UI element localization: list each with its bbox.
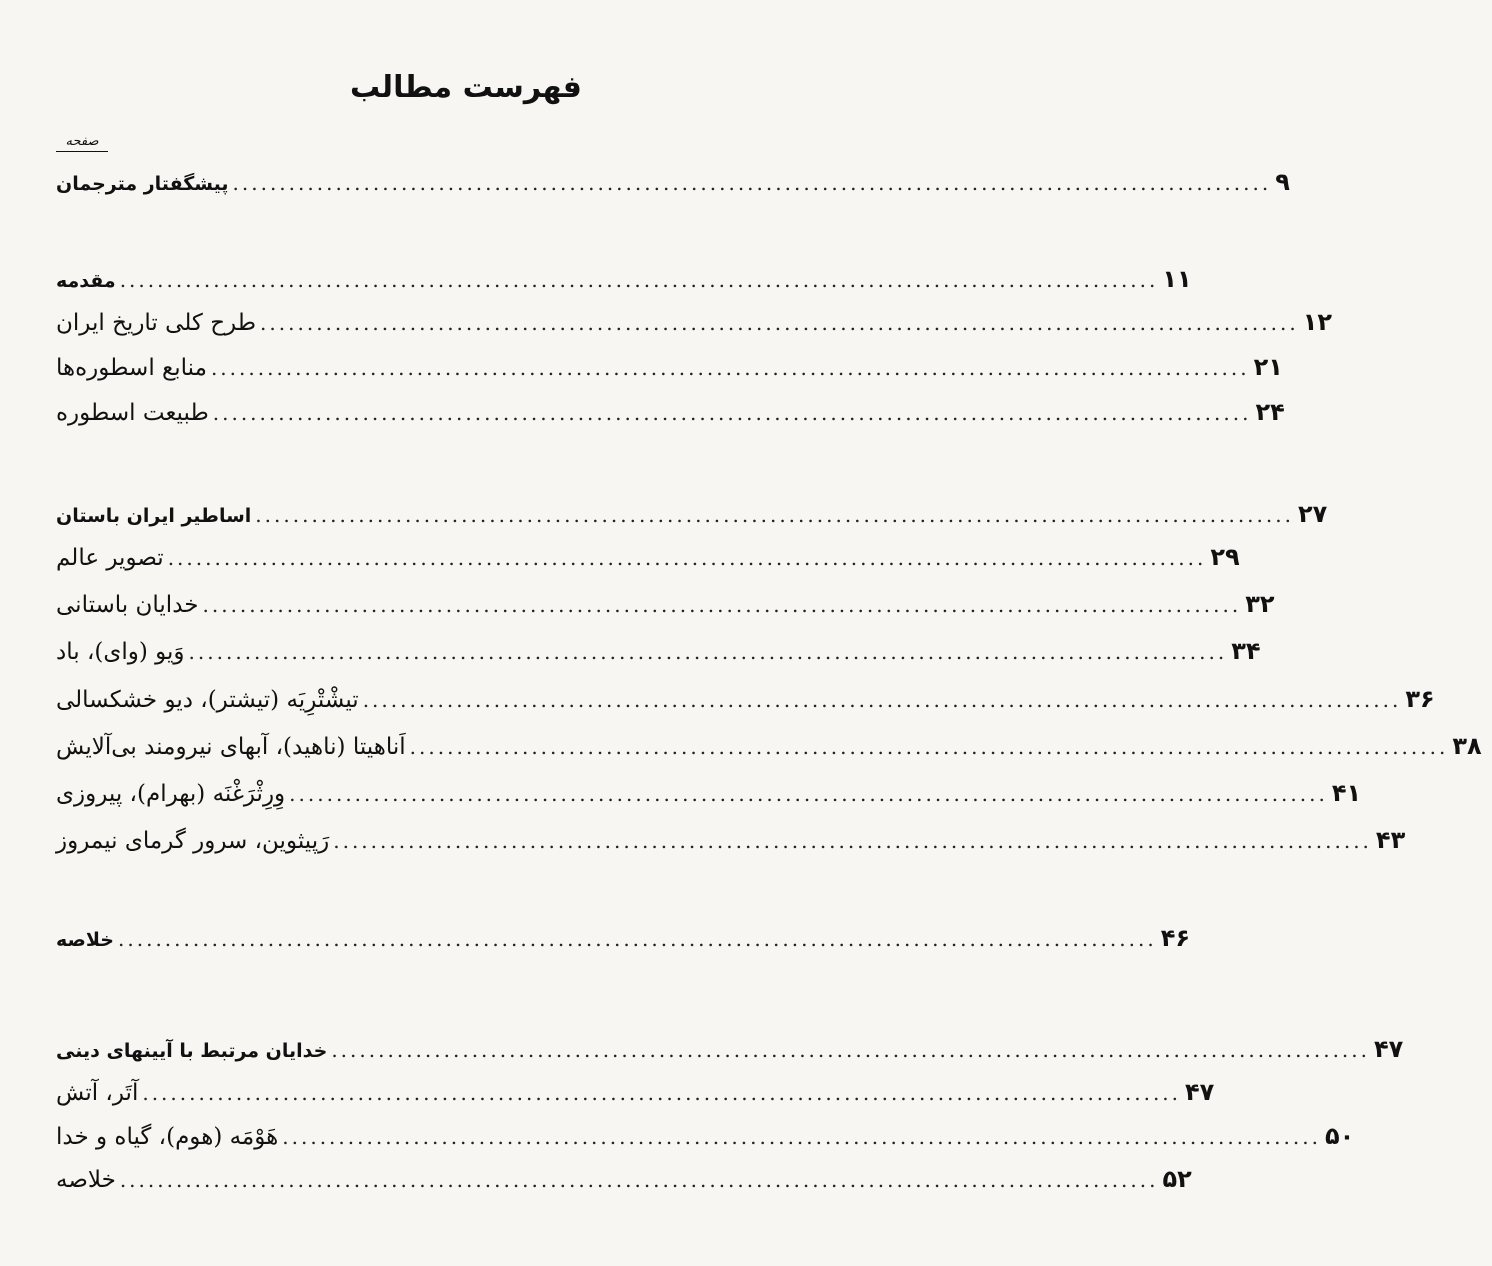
- toc-entry-page: ۲۹: [1210, 543, 1240, 571]
- toc-entry-label: رَپیثوین، سرور گرمای نیمروز: [56, 828, 330, 854]
- toc-entry-page: ۴۱: [1331, 779, 1362, 807]
- toc-entry-page: ۵۲: [1162, 1165, 1192, 1193]
- dot-leader: ...............................................................................................................: [289, 782, 1328, 806]
- dot-leader: ...............................................................................................................: [255, 503, 1294, 527]
- toc-entry: [56, 168, 1290, 208]
- dot-leader: ...............................................................................................................: [282, 1125, 1321, 1149]
- toc-entry: [56, 779, 1362, 819]
- dot-leader: ...............................................................................................................: [119, 268, 1159, 292]
- toc-entry-label: مقدمه: [56, 270, 116, 292]
- toc-entry: [56, 353, 1283, 393]
- page-column-label: صفحه: [56, 134, 108, 152]
- toc-entry-label: اساطیر ایران باستان: [56, 505, 252, 527]
- toc-entry: [56, 1122, 1355, 1162]
- toc-entry-label: خلاصه: [56, 929, 115, 951]
- page-title: فهرست مطالب: [350, 70, 582, 105]
- toc-entry-label: خدایان مرتبط با آیینهای دینی: [56, 1040, 328, 1062]
- toc-entry-label: خلاصه: [56, 1167, 116, 1193]
- dot-leader: ...............................................................................................................: [119, 1168, 1159, 1192]
- toc-entry: [56, 1165, 1192, 1205]
- dot-leader: ...............................................................................................................: [167, 546, 1207, 570]
- toc-entry: [56, 543, 1240, 583]
- dot-leader: ...............................................................................................................: [188, 640, 1228, 664]
- dot-leader: ...............................................................................................................: [409, 735, 1449, 759]
- toc-entry-label: وَیو (وای)، باد: [56, 639, 185, 665]
- toc-entry-page: ۳۲: [1245, 590, 1275, 618]
- dot-leader: ...............................................................................................................: [118, 927, 1157, 951]
- toc-entry-page: ۳۸: [1452, 732, 1482, 760]
- toc-entry-page: ۴۳: [1375, 826, 1406, 854]
- toc-entry-page: ۹: [1275, 168, 1290, 196]
- dot-leader: ...............................................................................................................: [212, 401, 1252, 425]
- toc-entry: [56, 1035, 1404, 1075]
- toc-entry-page: ۱۱: [1162, 265, 1192, 293]
- toc-entry-page: ۲۱: [1253, 353, 1283, 381]
- toc-entry-label: پیشگفتار مترجمان: [56, 173, 229, 195]
- toc-entry: [56, 924, 1190, 964]
- toc-entry-label: تیشْتْرِیَه (تیشتر)، دیو خشکسالی: [56, 687, 359, 713]
- toc-entry-label: آتَر، آتش: [56, 1080, 139, 1106]
- toc-entry: [56, 637, 1261, 677]
- toc-entry: [56, 265, 1192, 305]
- dot-leader: ...............................................................................................................: [202, 593, 1242, 617]
- toc-entry: [56, 500, 1328, 540]
- toc-entry-page: ۳۴: [1231, 637, 1261, 665]
- toc-entry-page: ۴۷: [1374, 1035, 1404, 1063]
- toc-entry-page: ۱۲: [1302, 308, 1333, 336]
- dot-leader: ...............................................................................................................: [142, 1081, 1182, 1105]
- toc-entry: [56, 1078, 1215, 1118]
- dot-leader: ...............................................................................................................: [362, 688, 1402, 712]
- toc-entry-label: وِرِثْرَغْنَه (بهرام)، پیروزی: [56, 781, 286, 807]
- toc-entry-label: منابع اسطوره‌ها: [56, 355, 207, 381]
- toc-entry-page: ۴۶: [1160, 924, 1190, 952]
- toc-entry-label: اَناهیتا (ناهید)، آبهای نیرومند بی‌آلایش: [56, 734, 406, 760]
- toc-entry: [56, 732, 1482, 772]
- toc-entry-page: ۲۴: [1255, 398, 1285, 426]
- dot-leader: ...............................................................................................................: [232, 171, 1272, 195]
- toc-entry-label: طبیعت اسطوره: [56, 400, 209, 426]
- toc-entry: [56, 398, 1285, 438]
- dot-leader: ...............................................................................................................: [333, 829, 1372, 853]
- toc-entry: [56, 308, 1333, 348]
- toc-entry-label: هَوْمَه (هوم)، گیاه و خدا: [56, 1124, 279, 1150]
- toc-entry-page: ۴۷: [1185, 1078, 1215, 1106]
- toc-entry-label: خدایان باستانی: [56, 592, 199, 618]
- toc-entry-label: طرح کلی تاریخ ایران: [56, 310, 257, 336]
- toc-entry-page: ۲۷: [1297, 500, 1328, 528]
- toc-entry-page: ۳۶: [1405, 685, 1435, 713]
- toc-entry: [56, 685, 1435, 725]
- toc-entry-label: تصویر عالم: [56, 545, 164, 571]
- dot-leader: ...............................................................................................................: [210, 356, 1250, 380]
- dot-leader: ...............................................................................................................: [331, 1038, 1371, 1062]
- toc-entry-page: ۵۰: [1324, 1122, 1355, 1150]
- dot-leader: ...............................................................................................................: [260, 311, 1299, 335]
- toc-entry: [56, 826, 1406, 866]
- toc-entry: [56, 590, 1275, 630]
